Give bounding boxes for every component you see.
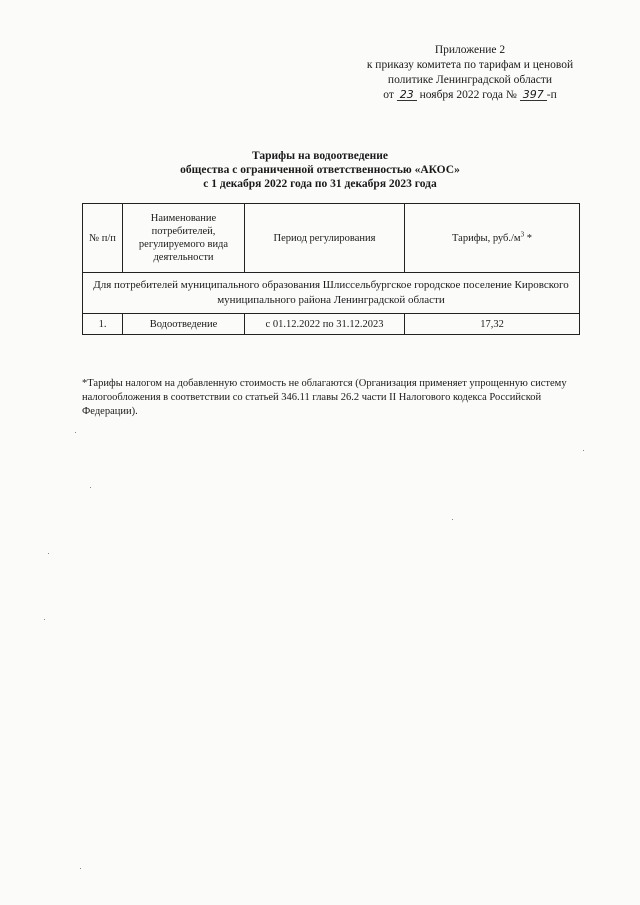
table-row xyxy=(83,314,580,335)
table-group-row xyxy=(83,273,580,314)
header-num: № п/п xyxy=(83,204,123,273)
appendix-committee: политике Ленинградской области xyxy=(387,74,553,86)
order-number-suffix: -п xyxy=(546,89,557,101)
document-title xyxy=(150,149,490,191)
appendix-header xyxy=(350,43,590,103)
row-num: 1. xyxy=(83,314,123,335)
handwritten-order-number: 397 xyxy=(520,89,547,101)
title-line-1: Тарифы на водоотведение xyxy=(251,150,389,162)
handwritten-day: 23 xyxy=(397,89,417,101)
row-tariff: 17,32 xyxy=(405,314,580,335)
header-name: Наименование потребителей, регулируемого вида деятельности xyxy=(123,204,245,273)
title-line-2: общества с ограниченной ответственностью «АКОС» xyxy=(180,164,460,176)
header-tariff-mark: * xyxy=(524,232,532,244)
date-month-year: ноября 2022 года № xyxy=(419,89,517,101)
row-name: Водоотведение xyxy=(123,314,245,335)
scan-speck xyxy=(80,868,81,869)
appendix-order-ref: к приказу комитета по тарифам и ценовой xyxy=(366,59,574,71)
row-period: с 01.12.2022 по 31.12.2023 xyxy=(245,314,405,335)
table-header-row xyxy=(83,204,580,273)
group-row-text: Для потребителей муниципального образования Шлиссельбургское городское поселение Кировского муниципального района Ленинградской области xyxy=(83,273,580,314)
scan-speck xyxy=(44,619,45,620)
header-tariff xyxy=(405,204,580,273)
scan-speck xyxy=(583,450,584,451)
header-tariff-label: Тарифы, руб./м xyxy=(452,232,521,244)
appendix-date-line xyxy=(350,88,590,103)
footnote: *Тарифы налогом на добавленную стоимость не облагаются (Организация применяет упрощенную систему налогообложения в соответствии со статьей 346.11 главы 26.2 части II Налогового кодекса Российской Федерации). xyxy=(82,378,567,417)
header-tariff-sup: 3 xyxy=(520,230,525,238)
scan-speck xyxy=(90,487,91,488)
appendix-title: Приложение 2 xyxy=(434,44,506,56)
scan-speck xyxy=(452,519,453,520)
scan-speck xyxy=(75,432,76,433)
date-prefix: от xyxy=(383,89,394,101)
header-period: Период регулирования xyxy=(245,204,405,273)
scan-speck xyxy=(48,553,49,554)
title-line-3: с 1 декабря 2022 года по 31 декабря 2023 года xyxy=(203,178,437,190)
tariff-table xyxy=(82,203,580,335)
